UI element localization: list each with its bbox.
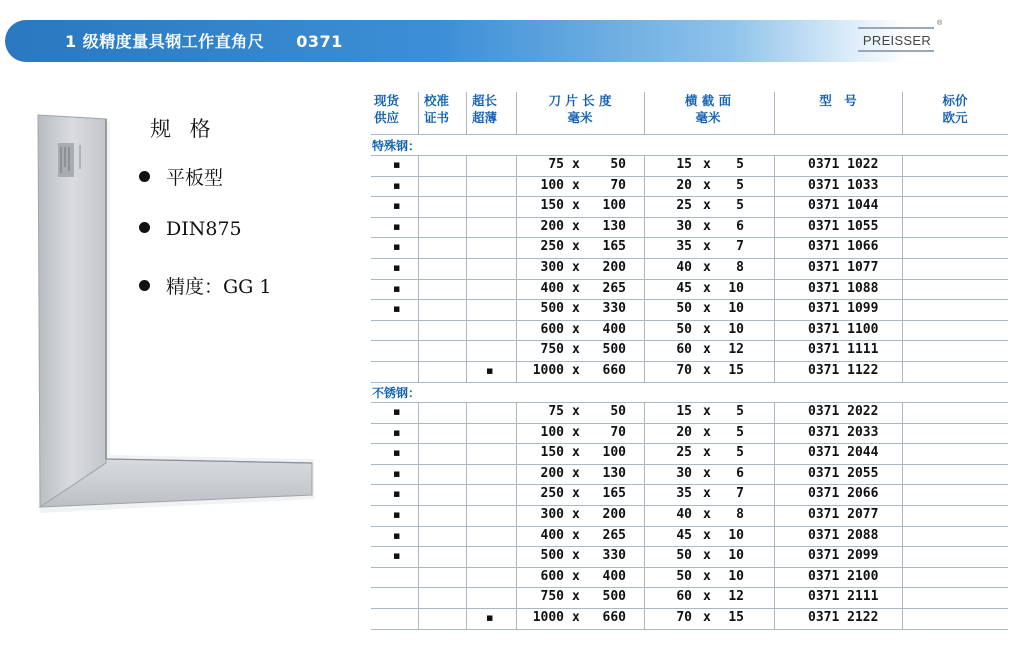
blade-length-b: 130: [602, 465, 626, 481]
blade-length-b: 330: [602, 301, 626, 317]
oversize-mark: ▪: [486, 611, 494, 624]
model-number: 0371 1077: [808, 260, 879, 275]
times-sign: x: [572, 568, 580, 584]
cross-section-a: 30: [676, 218, 692, 234]
times-sign: x: [572, 218, 580, 234]
times-sign: x: [703, 280, 711, 296]
cross-section-b: 6: [736, 465, 744, 481]
times-sign: x: [703, 404, 711, 419]
title-text: 1 级精度量具钢工作直角尺: [65, 32, 265, 51]
times-sign: x: [572, 465, 580, 481]
model-number: 0371 2055: [808, 465, 879, 481]
model-number: 0371 1100: [808, 321, 879, 337]
times-sign: x: [572, 363, 580, 378]
times-sign: x: [703, 507, 711, 522]
blade-length-a: 150: [540, 198, 564, 214]
column-divider: [644, 402, 645, 629]
times-sign: x: [703, 177, 711, 193]
model-number: 0371 1033: [808, 177, 879, 193]
header-stock: 现货 供应: [374, 93, 400, 125]
header-blade: 刀 片 长 度 毫米: [548, 93, 612, 125]
blade-length-b: 70: [610, 177, 626, 193]
cross-section-a: 25: [676, 445, 692, 461]
cross-section-a: 35: [676, 486, 692, 502]
cross-section-a: 60: [676, 342, 692, 358]
blade-length-b: 265: [602, 280, 626, 296]
times-sign: x: [572, 280, 580, 296]
times-sign: x: [703, 548, 711, 564]
header-column-divider: [644, 92, 645, 134]
cross-section-b: 12: [728, 342, 744, 358]
cross-section-a: 30: [676, 465, 692, 481]
blade-length-a: 400: [540, 527, 564, 543]
times-sign: x: [703, 321, 711, 337]
blade-length-b: 400: [602, 321, 626, 337]
cross-section-a: 40: [676, 260, 692, 275]
header-column-divider: [516, 92, 517, 134]
blade-length-b: 165: [602, 486, 626, 502]
model-number: 0371 1088: [808, 280, 879, 296]
times-sign: x: [572, 486, 580, 502]
blade-length-a: 150: [540, 445, 564, 461]
blade-length-a: 1000: [532, 610, 564, 625]
oversize-mark: ▪: [486, 364, 494, 377]
times-sign: x: [703, 239, 711, 255]
column-divider: [774, 402, 775, 629]
times-sign: x: [703, 589, 711, 605]
times-sign: x: [703, 486, 711, 502]
header-price: 标价 欧元: [942, 93, 968, 125]
row-divider: [371, 382, 1008, 383]
cross-section-b: 8: [736, 507, 744, 522]
cross-section-b: 6: [736, 218, 744, 234]
stock-mark: ▪: [393, 302, 401, 316]
model-number: 0371 1122: [808, 363, 879, 378]
stock-mark: ▪: [393, 199, 401, 213]
times-sign: x: [572, 239, 580, 255]
cross-section-a: 50: [676, 301, 692, 317]
cross-section-a: 50: [676, 548, 692, 564]
cross-section-a: 45: [676, 527, 692, 543]
model-number: 0371 1022: [808, 157, 879, 172]
cross-section-a: 35: [676, 239, 692, 255]
times-sign: x: [703, 260, 711, 275]
header-section: 横 截 面 毫米: [684, 93, 732, 125]
column-divider: [418, 155, 419, 382]
blade-length-a: 600: [540, 321, 564, 337]
model-number: 0371 2099: [808, 548, 879, 564]
header-column-divider: [466, 92, 467, 134]
section-label: 不锈钢：: [372, 386, 421, 400]
times-sign: x: [703, 424, 711, 440]
stock-mark: ▪: [393, 487, 401, 501]
stock-mark: ▪: [393, 219, 401, 233]
times-sign: x: [572, 157, 580, 172]
column-divider: [902, 402, 903, 629]
cross-section-b: 10: [728, 321, 744, 337]
times-sign: x: [572, 507, 580, 522]
cross-section-b: 10: [728, 568, 744, 584]
logo-bottom-line: [858, 50, 934, 52]
spec-item-standard: [139, 218, 242, 240]
blade-length-a: 600: [540, 568, 564, 584]
cross-section-a: 20: [676, 424, 692, 440]
cross-section-b: 10: [728, 548, 744, 564]
stock-mark: ▪: [393, 158, 401, 171]
cross-section-a: 60: [676, 589, 692, 605]
cross-section-a: 70: [676, 363, 692, 378]
times-sign: x: [703, 198, 711, 214]
stock-mark: ▪: [393, 240, 401, 254]
times-sign: x: [703, 445, 711, 461]
try-square-image: [28, 95, 328, 535]
cross-section-b: 15: [728, 610, 744, 625]
times-sign: x: [572, 589, 580, 605]
blade-length-a: 200: [540, 465, 564, 481]
spec-item-type: [139, 163, 223, 190]
model-number: 0371 2111: [808, 589, 879, 605]
times-sign: x: [572, 404, 580, 419]
times-sign: x: [572, 445, 580, 461]
blade-length-b: 100: [602, 198, 626, 214]
stock-mark: ▪: [393, 425, 401, 439]
cross-section-b: 5: [736, 198, 744, 214]
blade-length-a: 100: [540, 424, 564, 440]
model-number: 0371 1111: [808, 342, 879, 358]
model-number: 0371 2066: [808, 486, 879, 502]
stock-mark: ▪: [393, 528, 401, 542]
times-sign: x: [572, 548, 580, 564]
model-number: 0371 2044: [808, 445, 879, 461]
blade-length-b: 200: [602, 260, 626, 275]
times-sign: x: [572, 424, 580, 440]
cross-section-b: 7: [736, 486, 744, 502]
registered-mark: ®: [937, 20, 943, 27]
cross-section-b: 15: [728, 363, 744, 378]
header-cert: 校准 证书: [424, 93, 450, 125]
blade-length-a: 250: [540, 239, 564, 255]
cross-section-b: 5: [736, 404, 744, 419]
times-sign: x: [703, 465, 711, 481]
stock-mark: ▪: [393, 281, 401, 295]
model-number: 0371 2077: [808, 507, 879, 522]
times-sign: x: [572, 301, 580, 317]
blade-length-b: 400: [602, 568, 626, 584]
times-sign: x: [703, 342, 711, 358]
times-sign: x: [572, 527, 580, 543]
times-sign: x: [703, 527, 711, 543]
header-model: 型 号: [819, 93, 857, 108]
model-number: 0371 1099: [808, 301, 879, 317]
cross-section-a: 70: [676, 610, 692, 625]
blade-length-a: 400: [540, 280, 564, 296]
spec-text: 平板型: [166, 167, 224, 189]
header-column-divider: [774, 92, 775, 134]
blade-length-a: 75: [548, 404, 564, 419]
cross-section-b: 5: [736, 177, 744, 193]
logo-text: PREISSER: [862, 33, 932, 48]
blade-length-a: 100: [540, 177, 564, 193]
spec-text: DIN875: [166, 218, 242, 240]
blade-length-a: 1000: [532, 363, 564, 378]
spec-item-accuracy: [139, 272, 271, 299]
blade-length-b: 660: [602, 363, 626, 378]
times-sign: x: [703, 363, 711, 378]
page-title: [65, 29, 343, 52]
cross-section-a: 50: [676, 321, 692, 337]
blade-length-b: 330: [602, 548, 626, 564]
header-column-divider: [902, 92, 903, 134]
times-sign: x: [572, 260, 580, 275]
stock-mark: ▪: [393, 178, 401, 192]
blade-length-b: 130: [602, 218, 626, 234]
cross-section-b: 12: [728, 589, 744, 605]
stock-mark: ▪: [393, 466, 401, 480]
times-sign: x: [703, 610, 711, 625]
logo-top-line: [858, 27, 934, 29]
stock-mark: ▪: [393, 405, 401, 418]
title-code: 0371: [296, 32, 343, 51]
blade-length-a: 500: [540, 301, 564, 317]
times-sign: x: [703, 568, 711, 584]
bullet-icon: [139, 222, 150, 233]
cross-section-b: 10: [728, 301, 744, 317]
cross-section-a: 20: [676, 177, 692, 193]
spec-text: 精度：GG 1: [166, 276, 272, 298]
cross-section-b: 8: [736, 260, 744, 275]
times-sign: x: [572, 342, 580, 358]
times-sign: x: [572, 610, 580, 625]
bullet-icon: [139, 280, 150, 291]
cross-section-a: 15: [676, 404, 692, 419]
blade-length-a: 300: [540, 507, 564, 522]
cross-section-a: 50: [676, 568, 692, 584]
header-divider: [371, 134, 1008, 135]
stock-mark: ▪: [393, 261, 401, 274]
blade-length-b: 50: [610, 157, 626, 172]
times-sign: x: [572, 177, 580, 193]
column-divider: [902, 155, 903, 382]
blade-length-a: 75: [548, 157, 564, 172]
blade-length-a: 250: [540, 486, 564, 502]
blade-length-b: 200: [602, 507, 626, 522]
blade-length-b: 165: [602, 239, 626, 255]
brand-logo: [856, 26, 938, 52]
column-divider: [644, 155, 645, 382]
times-sign: x: [572, 321, 580, 337]
bullet-icon: [139, 171, 150, 182]
cross-section-b: 10: [728, 280, 744, 296]
blade-length-b: 50: [610, 404, 626, 419]
cross-section-b: 7: [736, 239, 744, 255]
blade-length-a: 200: [540, 218, 564, 234]
header-oversize: 超长 超薄: [472, 93, 498, 125]
blade-length-b: 500: [602, 589, 626, 605]
blade-length-a: 300: [540, 260, 564, 275]
column-divider: [418, 402, 419, 629]
cross-section-a: 15: [676, 157, 692, 172]
column-divider: [466, 402, 467, 629]
model-number: 0371 1066: [808, 239, 879, 255]
blade-length-b: 100: [602, 445, 626, 461]
model-number: 0371 1055: [808, 218, 879, 234]
blade-length-b: 500: [602, 342, 626, 358]
row-divider: [371, 629, 1008, 630]
header-column-divider: [418, 92, 419, 134]
blade-length-b: 70: [610, 424, 626, 440]
cross-section-b: 5: [736, 424, 744, 440]
times-sign: x: [703, 301, 711, 317]
model-number: 0371 1044: [808, 198, 879, 214]
blade-length-b: 660: [602, 610, 626, 625]
cross-section-b: 10: [728, 527, 744, 543]
cross-section-a: 25: [676, 198, 692, 214]
spec-title: 规 格: [150, 117, 217, 141]
column-divider: [466, 155, 467, 382]
column-divider: [774, 155, 775, 382]
header-bar: [5, 20, 973, 62]
cross-section-a: 40: [676, 507, 692, 522]
times-sign: x: [703, 218, 711, 234]
model-number: 0371 2100: [808, 568, 879, 584]
stock-mark: ▪: [393, 446, 401, 460]
cross-section-b: 5: [736, 445, 744, 461]
column-divider: [516, 155, 517, 382]
cross-section-b: 5: [736, 157, 744, 172]
section-label: 特殊钢：: [372, 139, 421, 153]
stock-mark: ▪: [393, 549, 401, 563]
model-number: 0371 2122: [808, 610, 879, 625]
blade-length-a: 500: [540, 548, 564, 564]
stock-mark: ▪: [393, 508, 401, 521]
model-number: 0371 2088: [808, 527, 879, 543]
blade-length-a: 750: [540, 589, 564, 605]
blade-length-a: 750: [540, 342, 564, 358]
blade-length-b: 265: [602, 527, 626, 543]
cross-section-a: 45: [676, 280, 692, 296]
times-sign: x: [703, 157, 711, 172]
model-number: 0371 2033: [808, 424, 879, 440]
column-divider: [516, 402, 517, 629]
times-sign: x: [572, 198, 580, 214]
model-number: 0371 2022: [808, 404, 879, 419]
